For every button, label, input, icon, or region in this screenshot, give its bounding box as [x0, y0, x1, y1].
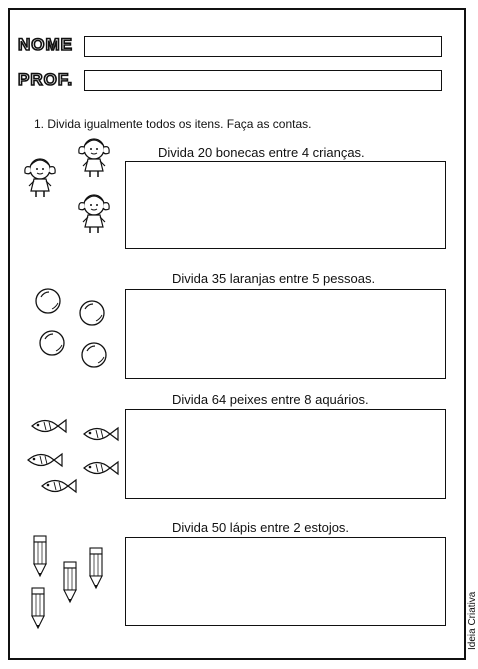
- name-field[interactable]: [84, 36, 442, 57]
- pencil-icon: [26, 534, 121, 634]
- teacher-field[interactable]: [84, 70, 442, 91]
- task-title-fish: Divida 64 peixes entre 8 aquários.: [172, 392, 369, 407]
- brand-text: Ideia Criativa: [467, 591, 478, 650]
- doll-icon: [24, 135, 124, 245]
- task-title-pencils: Divida 50 lápis entre 2 estojos.: [172, 520, 350, 535]
- answer-box-fish[interactable]: [125, 409, 446, 499]
- task-title-oranges: Divida 35 laranjas entre 5 pessoas.: [172, 271, 376, 286]
- name-label: NOME: [18, 35, 73, 54]
- answer-box-pencils[interactable]: [125, 537, 446, 626]
- instruction-text: 1. Divida igualmente todos os itens. Faça as contas.: [34, 117, 312, 131]
- fish-icon: [22, 412, 122, 502]
- answer-box-oranges[interactable]: [125, 289, 446, 379]
- task-title-dolls: Divida 20 bonecas entre 4 crianças.: [158, 145, 365, 160]
- orange-icon: [30, 285, 125, 375]
- teacher-label: PROF.: [18, 70, 74, 89]
- brand-watermark: [455, 560, 478, 650]
- answer-box-dolls[interactable]: [125, 161, 446, 249]
